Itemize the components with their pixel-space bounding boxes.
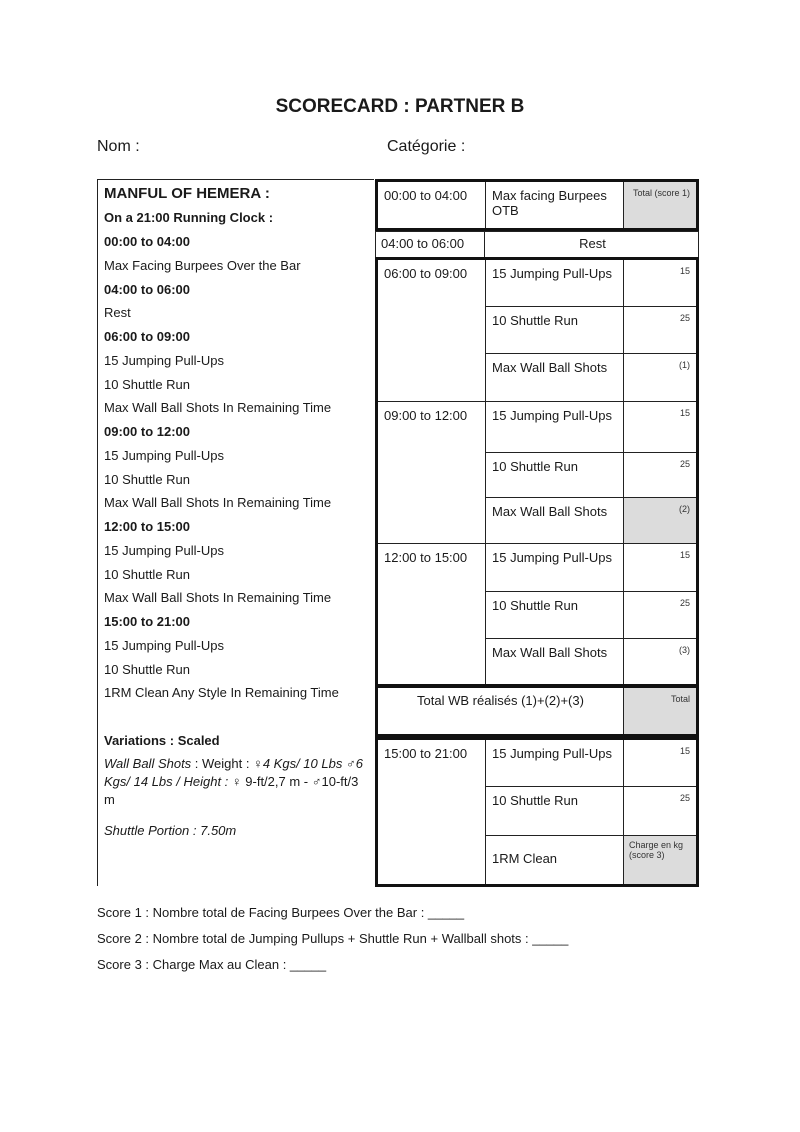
- workout-line: 15:00 to 21:00: [104, 614, 190, 629]
- block-1-time-cell: [378, 182, 486, 228]
- b2-pullups: 15 Jumping Pull-Ups: [492, 266, 612, 281]
- block-2-time: 06:00 to 09:00: [384, 266, 468, 281]
- b5-shuttle-score[interactable]: [624, 787, 696, 836]
- rest-label: Rest: [579, 236, 606, 251]
- nom-label: Nom :: [97, 138, 140, 155]
- b3-wallball: Max Wall Ball Shots: [492, 504, 608, 519]
- b4-shuttle: 10 Shuttle Run: [492, 598, 579, 613]
- workout-line: Max Wall Ball Shots In Remaining Time: [104, 400, 332, 415]
- variations-wallball-label: Wall Ball Shots: [104, 756, 192, 771]
- b2-wallball-cell: [486, 354, 624, 402]
- b5-pullups: 15 Jumping Pull-Ups: [492, 746, 612, 761]
- b2-shuttle-cell: [486, 307, 624, 354]
- variations-heights: ♀ 9-ft/2,7 m - ♂10-ft/3 m: [104, 774, 359, 807]
- wb-2-label: (2): [679, 504, 690, 514]
- b3-wallball-score[interactable]: [624, 498, 696, 544]
- workout-line: 15 Jumping Pull-Ups: [104, 353, 224, 368]
- workout-line: 10 Shuttle Run: [104, 662, 191, 677]
- block-4-time: 12:00 to 15:00: [384, 550, 468, 565]
- variations-title: Variations : Scaled: [104, 733, 220, 748]
- workout-line: Rest: [104, 305, 131, 320]
- b2-shuttle-count: 25: [679, 313, 690, 323]
- b5-pullups-cell: [486, 740, 624, 787]
- workout-line: 10 Shuttle Run: [104, 567, 191, 582]
- b3-shuttle: 10 Shuttle Run: [492, 459, 579, 474]
- workout-line: 15 Jumping Pull-Ups: [104, 448, 224, 463]
- b4-shuttle-count: 25: [679, 598, 690, 608]
- b2-pullups-count: 15: [679, 266, 690, 276]
- workout-line: 1RM Clean Any Style In Remaining Time: [104, 685, 339, 700]
- workout-line: 06:00 to 09:00: [104, 329, 190, 344]
- variations-text: [104, 755, 372, 809]
- score-3-field[interactable]: [624, 836, 696, 884]
- running-clock-label: On a 21:00 Running Clock :: [104, 210, 274, 225]
- charge-label: Charge en kg (score 3): [629, 840, 684, 860]
- b2-pullups-score[interactable]: [624, 260, 696, 307]
- page-title: SCORECARD : PARTNER B: [275, 96, 525, 117]
- block-4-time-cell: [378, 544, 486, 684]
- variations-weights: 4 Kgs/ 10 Lbs ♂6 Kgs/ 14 Lbs / Height :: [104, 756, 363, 789]
- b5-shuttle: 10 Shuttle Run: [492, 793, 579, 808]
- variations-weight-label: : Weight : ♀: [191, 756, 263, 771]
- block-5-time: 15:00 to 21:00: [384, 746, 468, 761]
- block-2-time-cell: [378, 260, 486, 402]
- b3-pullups-cell: [486, 402, 624, 453]
- b5-clean-cell: [486, 836, 624, 884]
- wb-1-label: (1): [679, 360, 690, 370]
- b4-wallball-score[interactable]: [624, 639, 696, 684]
- block-3-time: 09:00 to 12:00: [384, 408, 468, 423]
- block-1-time: 00:00 to 04:00: [384, 188, 468, 203]
- workout-name: MANFUL OF HEMERA :: [104, 185, 270, 202]
- b2-shuttle-score[interactable]: [624, 307, 696, 354]
- score-1-label: Total (score 1): [632, 188, 690, 198]
- shuttle-portion: Shuttle Portion : 7.50m: [104, 823, 237, 838]
- b2-shuttle: 10 Shuttle Run: [492, 313, 579, 328]
- b5-clean: 1RM Clean: [492, 851, 558, 866]
- score-1-field[interactable]: [624, 182, 696, 228]
- workout-line: 10 Shuttle Run: [104, 472, 191, 487]
- workout-line: 10 Shuttle Run: [104, 377, 191, 392]
- block-1-task-cell: [486, 182, 624, 228]
- workout-line: Max Facing Burpees Over the Bar: [104, 258, 301, 273]
- b2-wallball-score[interactable]: [624, 354, 696, 402]
- rest-time-cell: [375, 231, 485, 258]
- b2-pullups-cell: [486, 260, 624, 307]
- score-1-instruction: Score 1 : Nombre total de Facing Burpees Over the Bar : _____: [97, 905, 465, 920]
- workout-line: Max Wall Ball Shots In Remaining Time: [104, 590, 332, 605]
- b3-pullups: 15 Jumping Pull-Ups: [492, 408, 612, 423]
- categorie-label: Catégorie :: [387, 138, 466, 155]
- b3-shuttle-count: 25: [679, 459, 690, 469]
- b3-wallball-cell: [486, 498, 624, 544]
- total-label: Total: [670, 694, 690, 704]
- b3-pullups-score[interactable]: [624, 402, 696, 453]
- block-5-time-cell: [378, 740, 486, 884]
- total-wb-label: Total WB réalisés (1)+(2)+(3): [417, 693, 584, 708]
- score-2-field[interactable]: [624, 688, 696, 734]
- b5-pullups-score[interactable]: [624, 740, 696, 787]
- b4-pullups-score[interactable]: [624, 544, 696, 592]
- b3-pullups-count: 15: [679, 408, 690, 418]
- b3-shuttle-score[interactable]: [624, 453, 696, 498]
- workout-line: 04:00 to 06:00: [104, 282, 190, 297]
- b5-shuttle-count: 25: [679, 793, 690, 803]
- workout-line: 15 Jumping Pull-Ups: [104, 638, 224, 653]
- b5-pullups-count: 15: [679, 746, 690, 756]
- rest-time: 04:00 to 06:00: [381, 236, 465, 251]
- workout-line: 15 Jumping Pull-Ups: [104, 543, 224, 558]
- b4-wallball-cell: [486, 639, 624, 684]
- b3-shuttle-cell: [486, 453, 624, 498]
- block-3-time-cell: [378, 402, 486, 544]
- block-1-task: Max facing Burpees OTB: [492, 188, 607, 218]
- score-3-instruction: Score 3 : Charge Max au Clean : _____: [97, 957, 327, 972]
- b4-pullups: 15 Jumping Pull-Ups: [492, 550, 612, 565]
- total-wb-label-cell: [378, 688, 624, 734]
- workout-line: 12:00 to 15:00: [104, 519, 190, 534]
- score-2-instruction: Score 2 : Nombre total de Jumping Pullups + Shuttle Run + Wallball shots : _____: [97, 931, 569, 946]
- workout-line: 00:00 to 04:00: [104, 234, 190, 249]
- b2-wallball: Max Wall Ball Shots: [492, 360, 608, 375]
- b4-shuttle-cell: [486, 592, 624, 639]
- workout-line: 09:00 to 12:00: [104, 424, 190, 439]
- b4-wallball: Max Wall Ball Shots: [492, 645, 608, 660]
- workout-line: Max Wall Ball Shots In Remaining Time: [104, 495, 332, 510]
- b4-pullups-count: 15: [679, 550, 690, 560]
- b4-shuttle-score[interactable]: [624, 592, 696, 639]
- b5-shuttle-cell: [486, 787, 624, 836]
- b4-pullups-cell: [486, 544, 624, 592]
- wb-3-label: (3): [679, 645, 690, 655]
